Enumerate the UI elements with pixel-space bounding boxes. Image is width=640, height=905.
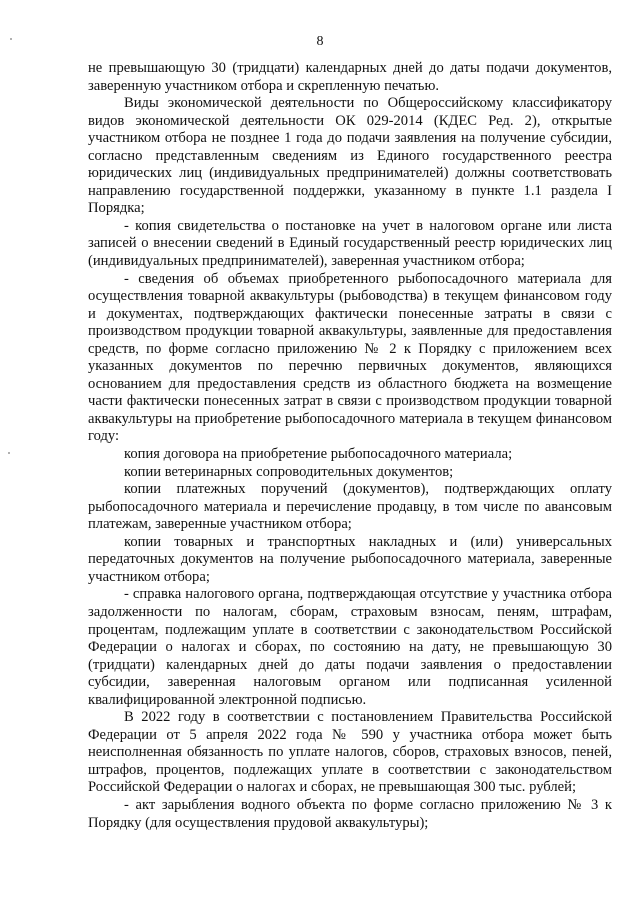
scan-mark-middle [8, 452, 10, 454]
sub-item-veterinary: копии ветеринарных сопроводительных документов; [124, 463, 454, 480]
document-body [88, 60, 612, 832]
list-item-fish-material-info: - сведения об объемах приобретенного рыбопосадочного материала для осуществления товарной аквакультуры (рыбоводства) в текущем финансовом году и документах, подтверждающих фактически понесенные затраты в связи с производством продукции товарной аквакультуры, заявленные для предоставления средств, по форме согласно приложению № 2 к Порядку с приложением всех указанных документов по перечню первичных документов, являющихся основанием для предоставления средств из областного бюджета на возмещение части фактически понесенных затрат в связи с производством продукции товарной аквакультуры на приобретение рыбопосадочного материала в текущем финансовом году: [88, 270, 612, 445]
page-number: 8 [316, 34, 324, 49]
sub-item-contract: копия договора на приобретение рыбопосадочного материала; [124, 446, 513, 463]
paragraph-2022-provision: В 2022 году в соответствии с постановлением Правительства Российской Федерации от 5 апреля 2022 года № 590 у участника отбора может быть неисполненная обязанность по уплате налогов, сборов, страховых взносов, пеней, штрафов, процентов, подлежащих уплате в соответствии с законодательством Российской Федерации о налогах и сборах, не превышающая 300 тыс. рублей; [88, 709, 612, 796]
list-item-tax-registration: - копия свидетельства о постановке на учет в налоговом органе или листа записей о внесении сведений в Единый государственный реестр юридических лиц (индивидуальных предпринимателей), заверенная участником отбора; [88, 217, 612, 270]
sub-item-waybills: копии товарных и транспортных накладных и (или) универсальных передаточных документов на получение рыбопосадочного материала, заверенные участником отбора; [88, 533, 612, 585]
list-item-tax-certificate: - справка налогового органа, подтверждающая отсутствие у участника отбора задолженности по налогам, сборам, страховым взносам, пеням, штрафам, процентам, подлежащим уплате в соответствии с законодательством Российской Федерации о налогах и сборах, по состоянию на дату, не превышающую 30 (тридцати) календарных дней до даты подачи заявления о предоставлении субсидии, заверенная налоговым органом или подписанная усиленной квалифицированной электронной подписью. [88, 586, 612, 708]
sub-item-payment-orders: копии платежных поручений (документов), подтверждающих оплату рыбопосадочного материала и перечисление продавцу, в том числе по авансовым платежам, заверенные участником отбора; [88, 481, 612, 533]
list-item-stocking-act: - акт зарыбления водного объекта по форме согласно приложению № 3 к Порядку (для осуществления прудовой аквакультуры); [88, 796, 612, 831]
paragraph-okved: Виды экономической деятельности по Общероссийскому классификатору видов экономической деятельности ОК 029-2014 (КДЕС Ред. 2), открытые участником отбора не позднее 1 года до подачи заявления на получение субсидии, согласно представленным сведениям из Единого государственного реестра юридических лиц (индивидуальных предпринимателей) должны соответствовать направлению государственной поддержки, указанному в пункте 1.1 раздела I Порядка; [88, 95, 612, 217]
paragraph-continuation: не превышающую 30 (тридцати) календарных дней до даты подачи документов, заверенную участником отбора и скрепленную печатью. [88, 60, 612, 94]
